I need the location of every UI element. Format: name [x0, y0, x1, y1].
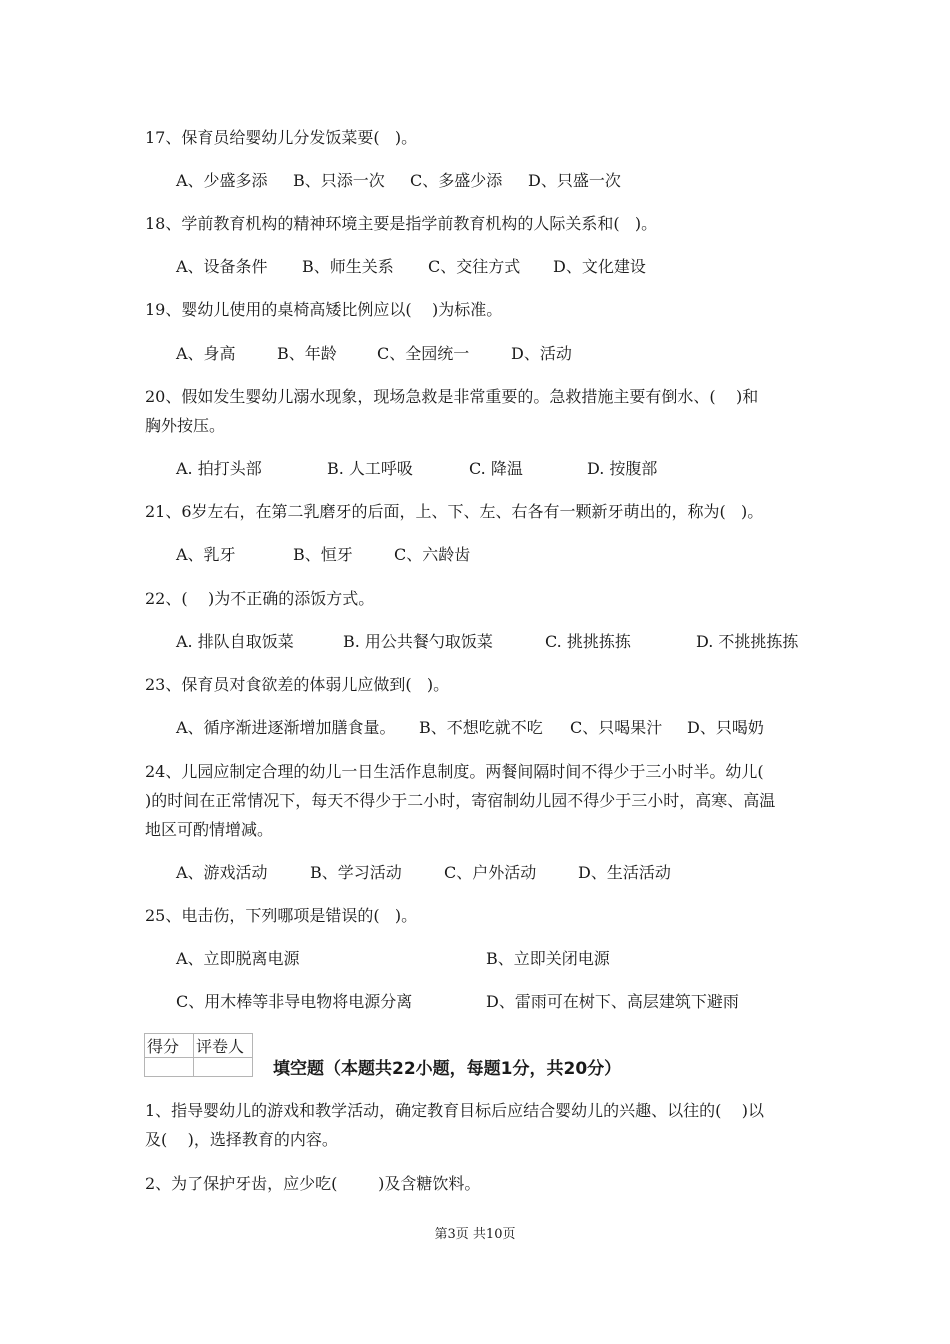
question-20-option-a: A. 拍打头部 — [176, 459, 262, 478]
score-cell — [145, 1058, 194, 1077]
question-24-option-d: D、生活活动 — [578, 863, 671, 882]
score-box — [144, 1033, 253, 1077]
section-title: 填空题（本题共22小题，每题1分，共20分） — [273, 1059, 622, 1079]
question-19-option-a: A、身高 — [176, 344, 236, 363]
question-25-option-c: C、用木棒等非导电物将电源分离 — [176, 992, 413, 1011]
question-21-text: 21、6岁左右，在第二乳磨牙的后面，上、下、左、右各有一颗新牙萌出的，称为( )。 — [145, 502, 764, 521]
score-label: 得分 — [145, 1034, 194, 1058]
question-22-option-d: D. 不挑挑拣拣 — [696, 632, 799, 651]
question-20-text-line-2: 胸外按压。 — [145, 416, 226, 435]
question-22-text: 22、( )为不正确的添饭方式。 — [145, 589, 375, 608]
question-25-option-a: A、立即脱离电源 — [176, 949, 300, 968]
question-20-option-c: C. 降温 — [469, 459, 523, 478]
fill-question-1-line-1: 1、指导婴幼儿的游戏和教学活动，确定教育目标后应结合婴幼儿的兴趣、以往的( )以 — [145, 1101, 765, 1120]
fill-question-1-line-2: 及( )，选择教育的内容。 — [145, 1130, 338, 1149]
question-24-text-line-1: 24、儿园应制定合理的幼儿一日生活作息制度。两餐间隔时间不得少于三小时半。幼儿( — [145, 762, 764, 781]
question-24-text-line-2: )的时间在正常情况下，每天不得少于二小时，寄宿制幼儿园不得少于三小时，高寒、高温 — [145, 791, 776, 810]
question-21-option-a: A、乳牙 — [176, 545, 236, 564]
question-23-text: 23、保育员对食欲差的体弱儿应做到( )。 — [145, 675, 450, 694]
question-22-option-a: A. 排队自取饭菜 — [176, 632, 294, 651]
question-24-text-line-3: 地区可酌情增减。 — [145, 820, 274, 839]
question-20-text-line-1: 20、假如发生婴幼儿溺水现象，现场急救是非常重要的。急救措施主要有倒水、( )和 — [145, 387, 759, 406]
question-24-option-b: B、学习活动 — [310, 863, 402, 882]
question-17-text: 17、保育员给婴幼儿分发饭菜要( )。 — [145, 128, 418, 147]
question-23-option-d: D、只喝奶 — [687, 718, 764, 737]
question-25-text: 25、电击伤，下列哪项是错误的( )。 — [145, 906, 418, 925]
question-18-option-c: C、交往方式 — [428, 257, 521, 276]
question-24-option-c: C、户外活动 — [444, 863, 537, 882]
question-19-option-c: C、全园统一 — [377, 344, 470, 363]
question-18-option-a: A、设备条件 — [176, 257, 268, 276]
question-19-option-b: B、年龄 — [277, 344, 337, 363]
question-17-option-a: A、少盛多添 — [176, 171, 268, 190]
question-24-option-a: A、游戏活动 — [176, 863, 268, 882]
question-21-option-c: C、六龄齿 — [394, 545, 471, 564]
question-20-option-b: B. 人工呼吸 — [327, 459, 413, 478]
question-17-option-b: B、只添一次 — [293, 171, 385, 190]
question-19-text: 19、婴幼儿使用的桌椅高矮比例应以( )为标准。 — [145, 300, 503, 319]
question-18-text: 18、学前教育机构的精神环境主要是指学前教育机构的人际关系和( )。 — [145, 214, 658, 233]
question-23-option-b: B、不想吃就不吃 — [419, 718, 543, 737]
page-footer: 第3页 共10页 — [434, 1227, 516, 1242]
question-22-option-b: B. 用公共餐勺取饭菜 — [343, 632, 493, 651]
question-23-option-a: A、循序渐进逐渐增加膳食量。 — [176, 718, 396, 737]
grader-label: 评卷人 — [194, 1034, 253, 1058]
question-18-option-b: B、师生关系 — [302, 257, 394, 276]
question-20-option-d: D. 按腹部 — [587, 459, 658, 478]
question-18-option-d: D、文化建设 — [553, 257, 646, 276]
question-17-option-c: C、多盛少添 — [410, 171, 503, 190]
question-25-option-b: B、立即关闭电源 — [486, 949, 610, 968]
question-17-option-d: D、只盛一次 — [528, 171, 621, 190]
grader-cell — [194, 1058, 253, 1077]
question-21-option-b: B、恒牙 — [293, 545, 353, 564]
question-25-option-d: D、雷雨可在树下、高层建筑下避雨 — [486, 992, 739, 1011]
question-19-option-d: D、活动 — [511, 344, 572, 363]
fill-question-2-line-1: 2、为了保护牙齿，应少吃( )及含糖饮料。 — [145, 1174, 481, 1193]
question-22-option-c: C. 挑挑拣拣 — [545, 632, 631, 651]
question-23-option-c: C、只喝果汁 — [570, 718, 663, 737]
